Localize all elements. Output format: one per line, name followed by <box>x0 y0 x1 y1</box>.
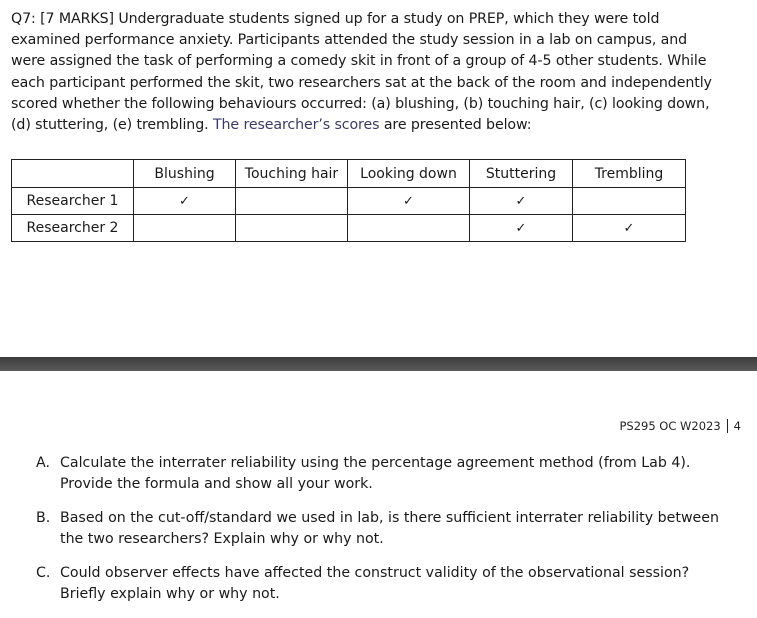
question-line: each participant performed the skit, two researchers sat at the back of the room and independently <box>11 74 712 91</box>
question-part <box>36 508 736 550</box>
table-header-cell: Looking down <box>348 160 470 188</box>
check-cell <box>236 215 348 242</box>
table-header-cell: Blushing <box>134 160 236 188</box>
table-header-cell: Touching hair <box>236 160 348 188</box>
part-line: Could observer effects have affected the construct validity of the observational session? <box>60 565 690 581</box>
page-number: 4 <box>733 419 741 433</box>
question-text <box>11 9 751 136</box>
part-letter: C. <box>36 565 51 581</box>
check-cell <box>236 188 348 215</box>
footer-separator <box>727 419 728 433</box>
question-line: Q7: [7 MARKS] Undergraduate students signed up for a study on PREP, which they were told <box>11 11 660 27</box>
question-part <box>36 563 736 605</box>
part-letter: B. <box>36 510 51 526</box>
part-line: the two researchers? Explain why or why not. <box>60 531 384 547</box>
check-cell: ✓ <box>134 188 236 215</box>
part-line: Provide the formula and show all your work. <box>60 476 373 492</box>
page-footer <box>619 419 741 433</box>
question-line: examined performance anxiety. Participants attended the study session in a lab on campus, and <box>11 32 688 49</box>
part-line: Briefly explain why or why not. <box>60 586 280 602</box>
check-cell: ✓ <box>348 188 470 215</box>
part-line: Calculate the interrater reliability using the percentage agreement method (from Lab 4). <box>60 455 691 471</box>
question-line: (d) stuttering, (e) trembling. <box>11 117 209 134</box>
question-line: scored whether the following behaviours occurred: (a) blushing, (b) touching hair, (c) looking down, <box>11 95 710 112</box>
check-cell: ✓ <box>573 215 686 242</box>
page-divider <box>0 357 757 371</box>
table-header-cell <box>12 160 134 188</box>
check-cell: ✓ <box>470 188 573 215</box>
check-cell: ✓ <box>470 215 573 242</box>
table-header-row <box>12 160 686 188</box>
row-label: Researcher 1 <box>12 188 134 215</box>
row-label: Researcher 2 <box>12 215 134 242</box>
scores-table <box>11 159 686 242</box>
table-header-cell: Trembling <box>573 160 686 188</box>
check-cell <box>573 188 686 215</box>
table-header-cell: Stuttering <box>470 160 573 188</box>
check-cell <box>348 215 470 242</box>
course-code: PS295 OC W2023 <box>619 419 721 433</box>
question-tail-end: are presented below: <box>379 117 532 134</box>
table-row <box>12 188 686 215</box>
part-letter: A. <box>36 455 50 471</box>
table-row <box>12 215 686 242</box>
question-part <box>36 453 736 495</box>
question-line-last <box>11 115 751 136</box>
check-cell <box>134 215 236 242</box>
page-bottom <box>0 371 757 616</box>
question-line: were assigned the task of performing a comedy skit in front of a group of 4-5 other students. While <box>11 53 707 70</box>
question-parts <box>36 453 736 618</box>
question-tail-soft: The researcher’s scores <box>208 117 380 134</box>
part-line: Based on the cut-off/standard we used in lab, is there sufficient interrater reliability between <box>60 510 719 526</box>
